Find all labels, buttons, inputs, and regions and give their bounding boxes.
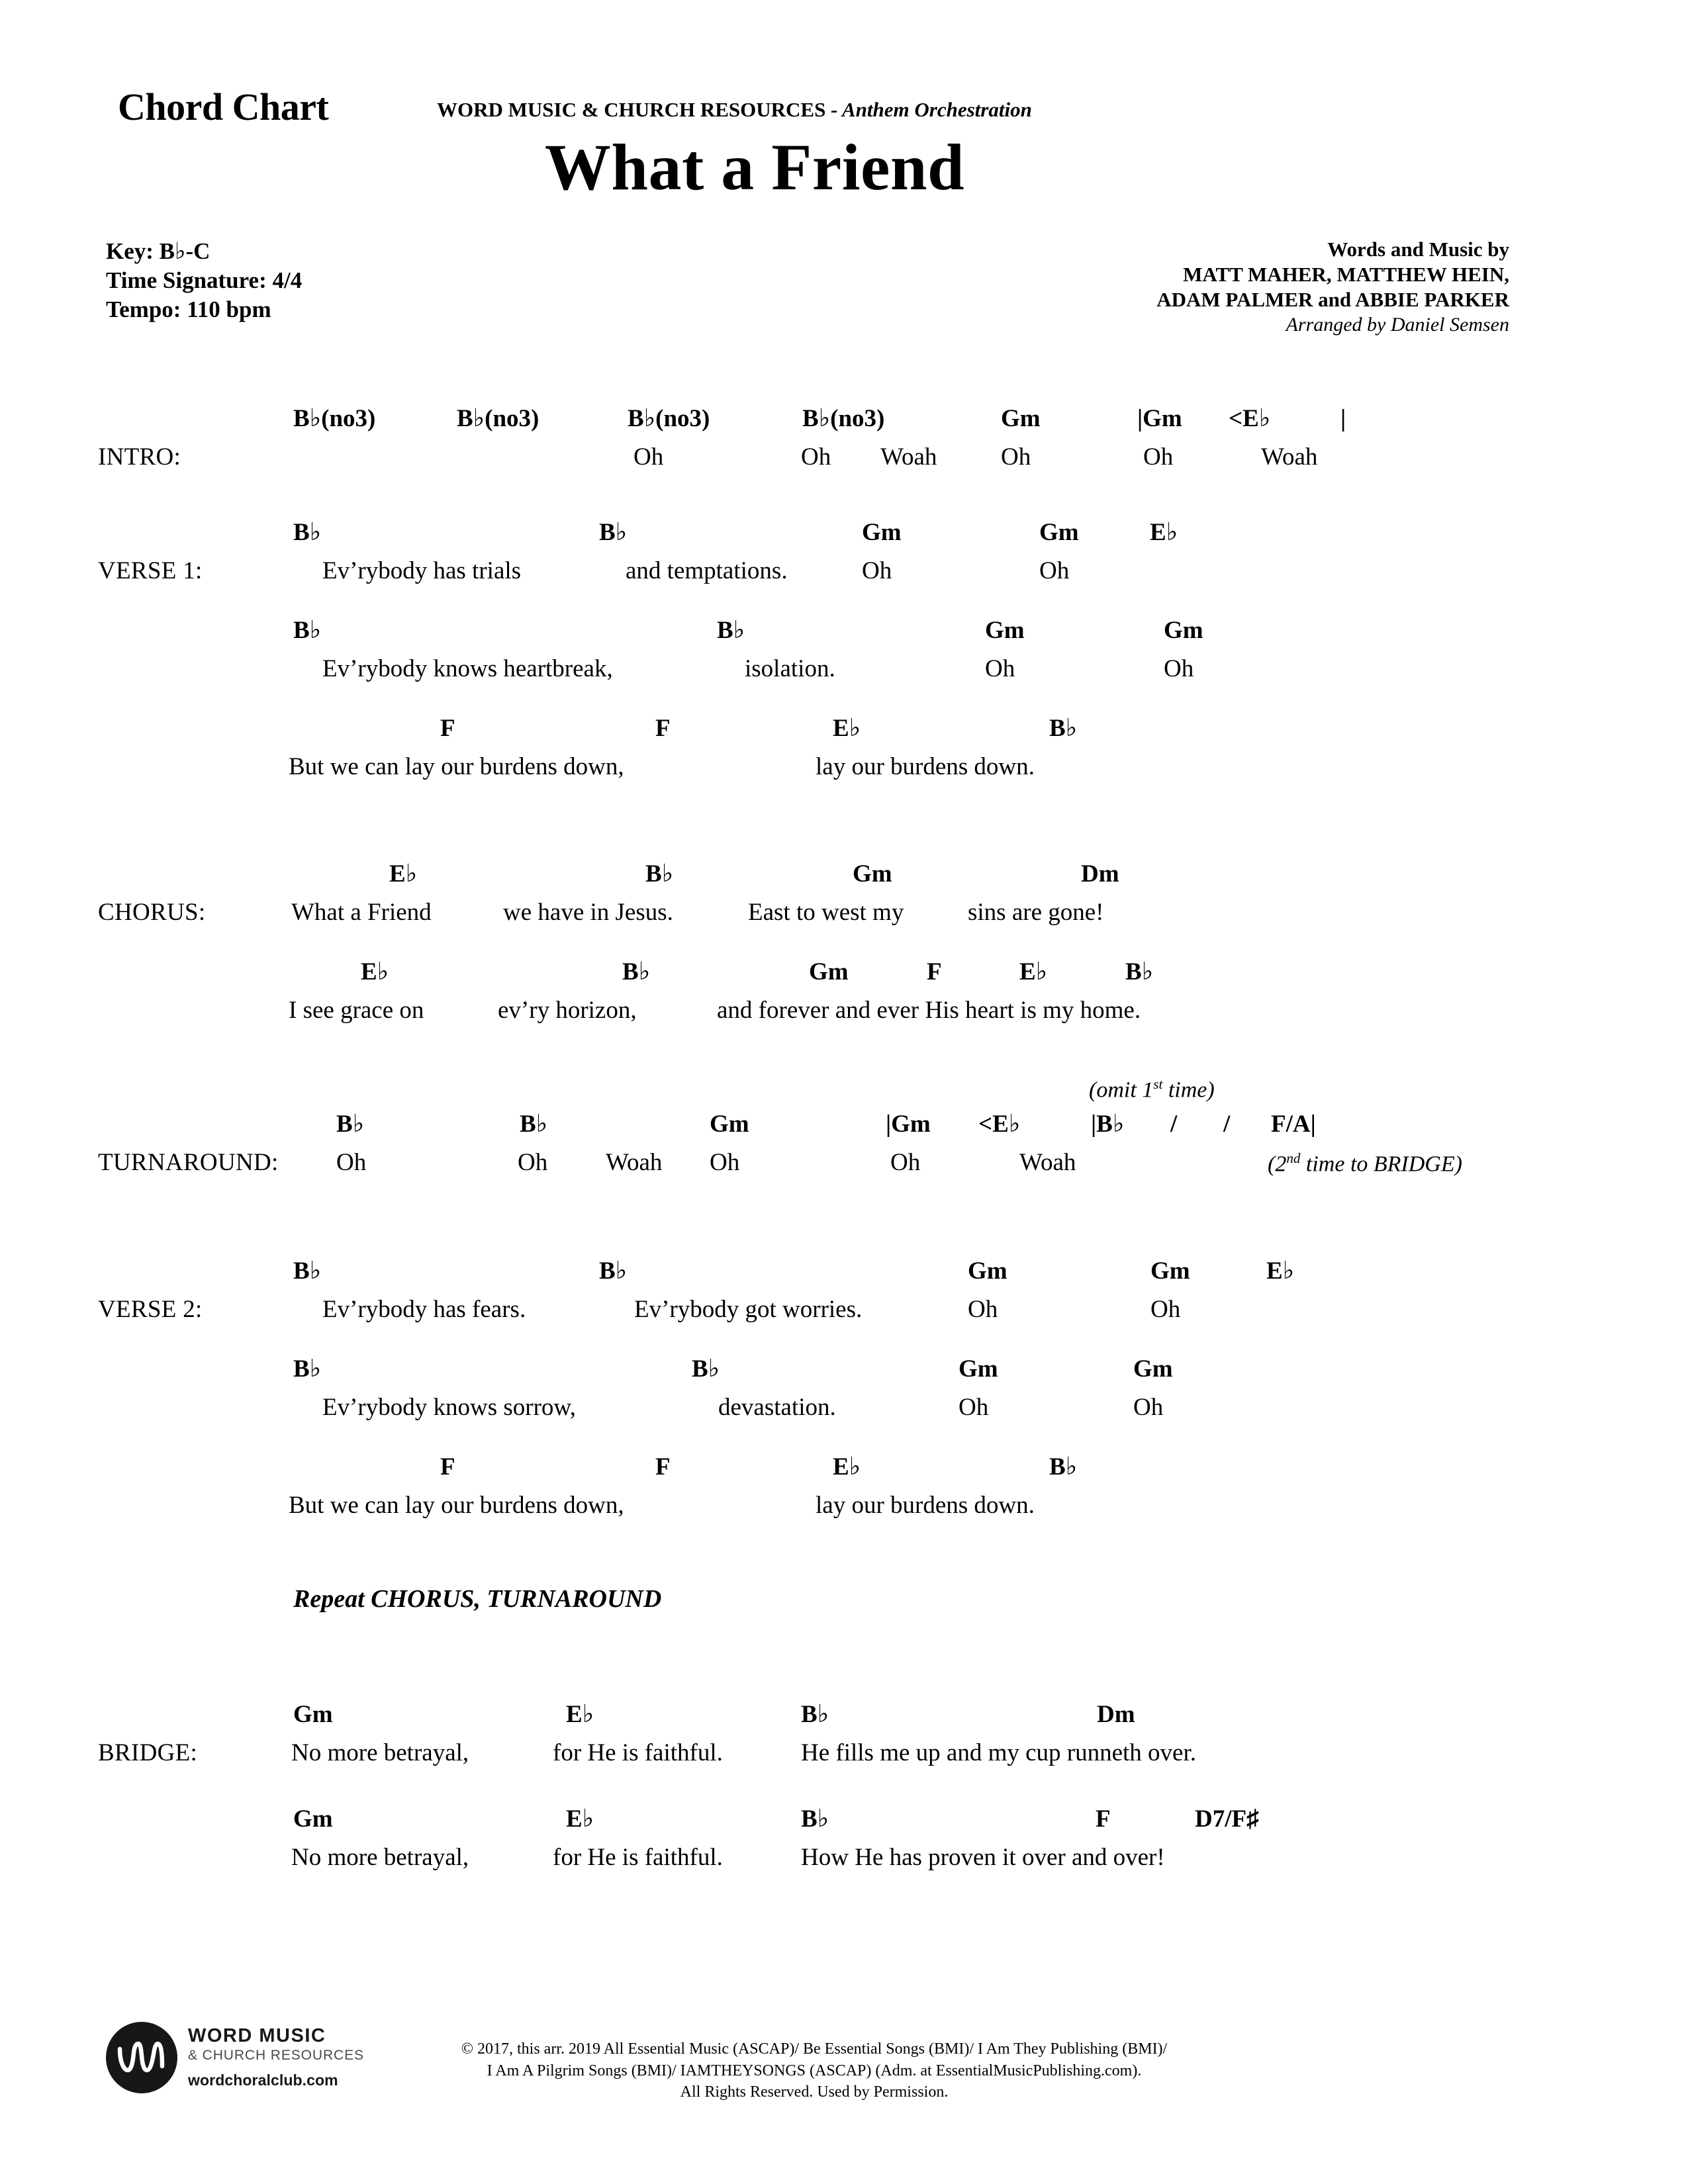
chord: Gm (1001, 405, 1041, 432)
chart-type-heading: Chord Chart (118, 85, 329, 128)
lyric: Woah (1019, 1149, 1076, 1176)
chord: B♭ (336, 1111, 365, 1138)
lyric-row (0, 1481, 1688, 1520)
lyric: Oh (968, 1296, 998, 1323)
section-bridge (0, 1693, 1688, 1872)
lyric-row (0, 433, 1688, 471)
chord-row (0, 511, 1688, 547)
chart-body (0, 397, 1688, 1872)
section-label-chorus: CHORUS: (98, 899, 206, 926)
lyric: What a Friend (291, 899, 432, 926)
lyric: devastation. (718, 1394, 836, 1421)
repeat-chorus-turnaround-note: Repeat CHORUS, TURNAROUND (293, 1585, 662, 1613)
lyric-row (0, 986, 1688, 1024)
slash-beat: / (1223, 1111, 1231, 1138)
lyric: lay our burdens down. (816, 753, 1035, 780)
chord: F (440, 1453, 455, 1480)
slash-beat: / (1170, 1111, 1178, 1138)
chord: F (440, 715, 455, 742)
chord: E♭ (833, 715, 861, 742)
section-verse-2 (0, 1250, 1688, 1575)
copyright-line-3: All Rights Reserved. Used by Permission. (680, 2083, 949, 2101)
chord: Dm (1081, 860, 1119, 887)
chord: |Gm (1137, 405, 1182, 432)
lyric: Woah (1261, 443, 1318, 471)
lyric-row (0, 888, 1688, 927)
chord: B♭ (1049, 715, 1078, 742)
song-metadata (106, 237, 302, 324)
repeat-row (0, 1575, 1688, 1614)
lyric: Oh (336, 1149, 367, 1176)
lyric: for He is faithful. (553, 1844, 723, 1871)
lyric: Oh (1039, 557, 1070, 584)
lyric: Oh (1164, 655, 1194, 682)
lyric: and temptations. (626, 557, 788, 584)
lyric: ev’ry horizon, (498, 997, 637, 1024)
lyric: Oh (518, 1149, 548, 1176)
repeat-instruction-block (0, 1575, 1688, 1693)
lyric: Oh (1133, 1394, 1164, 1421)
chord: F (655, 1453, 671, 1480)
chord: E♭ (361, 958, 389, 985)
chord: Gm (1150, 1257, 1190, 1285)
section-label-turnaround: TURNAROUND: (98, 1149, 279, 1176)
chord: Gm (985, 617, 1025, 644)
lyric: Ev’rybody knows heartbreak, (322, 655, 613, 682)
chord: E♭ (1150, 519, 1178, 546)
lyric-row (0, 1138, 1688, 1177)
copyright-line-1: © 2017, this arr. 2019 All Essential Music (ASCAP)/ Be Essential Songs (BMI)/ I Am They Publishing (BMI)/ (461, 2040, 1168, 2058)
chord: B♭ (1125, 958, 1154, 985)
omit-note-post: time) (1162, 1077, 1215, 1102)
logo-brand-sub: & CHURCH RESOURCES (188, 2048, 364, 2064)
chord-row (0, 1445, 1688, 1481)
credits-writers-line-1: MATT MAHER, MATTHEW HEIN, (1183, 262, 1509, 286)
chord: B♭ (645, 860, 674, 887)
chord-row (0, 1347, 1688, 1383)
credits-words-music-by: Words and Music by (1327, 238, 1509, 261)
section-turnaround (0, 1071, 1688, 1250)
chord: B♭ (717, 617, 745, 644)
chord-row (0, 1103, 1688, 1138)
chord: Gm (862, 519, 902, 546)
credits-writers-line-2: ADAM PALMER and ABBIE PARKER (1156, 287, 1509, 311)
chord: Gm (293, 1701, 333, 1728)
lyric-row (0, 743, 1688, 781)
annotation-row (0, 1071, 1688, 1103)
chord: B♭ (520, 1111, 548, 1138)
chord-row (0, 1693, 1688, 1729)
tempo-line: Tempo: 110 bpm (106, 296, 271, 323)
chord: B♭ (692, 1355, 720, 1383)
credits-arranger: Arranged by Daniel Semsen (1286, 314, 1509, 336)
publisher-series: - Anthem Orchestration (825, 98, 1032, 121)
chord: Gm (853, 860, 892, 887)
lyric: Ev’rybody has trials (322, 557, 522, 584)
section-label-intro: INTRO: (98, 443, 181, 471)
chord: B♭ (801, 1805, 829, 1833)
chord: B♭ (599, 519, 628, 546)
chord: E♭ (566, 1701, 594, 1728)
lyric: Ev’rybody got worries. (634, 1296, 863, 1323)
chord-row (0, 1797, 1688, 1833)
publisher-name: WORD MUSIC & CHURCH RESOURCES (437, 98, 826, 121)
lyric: How He has proven it over and over! (801, 1844, 1165, 1871)
chord-row (0, 609, 1688, 645)
credits-block (1156, 237, 1509, 338)
lyric-row (0, 645, 1688, 683)
logo-website-url: wordchoralclub.com (188, 2071, 338, 2089)
chord: Gm (1133, 1355, 1173, 1383)
lyric: Oh (862, 557, 892, 584)
chord: F (655, 715, 671, 742)
chord: Gm (293, 1805, 333, 1833)
lyric: Oh (801, 443, 831, 471)
chord: F/A| (1271, 1111, 1316, 1138)
chord: B♭ (801, 1701, 829, 1728)
section-label-bridge: BRIDGE: (98, 1739, 198, 1766)
lyric: Woah (606, 1149, 663, 1176)
time-signature-line: Time Signature: 4/4 (106, 267, 303, 294)
lyric: sins are gone! (968, 899, 1104, 926)
chord: Gm (959, 1355, 998, 1383)
bridge-note-ordinal: nd (1286, 1150, 1301, 1166)
lyric: Oh (985, 655, 1015, 682)
chord: B♭(no3) (802, 405, 885, 432)
chord: <E♭ (978, 1111, 1021, 1138)
section-chorus (0, 852, 1688, 1071)
lyric: He fills me up and my cup runneth over. (801, 1739, 1197, 1766)
section-intro (0, 397, 1688, 511)
lyric: lay our burdens down. (816, 1492, 1035, 1519)
lyric: Woah (880, 443, 937, 471)
chord: B♭ (293, 519, 322, 546)
lyric: But we can lay our burdens down, (289, 1492, 624, 1519)
chord: B♭ (293, 1257, 322, 1285)
copyright-block (424, 2038, 1205, 2103)
omit-note-pre: (omit 1 (1089, 1077, 1154, 1102)
chord: B♭(no3) (628, 405, 710, 432)
lyric: Oh (959, 1394, 989, 1421)
chord: <E♭ (1229, 405, 1271, 432)
chord: E♭ (833, 1453, 861, 1480)
barline: | (1340, 405, 1346, 432)
chord: B♭(no3) (293, 405, 376, 432)
chord-row (0, 707, 1688, 743)
chord: Dm (1097, 1701, 1135, 1728)
chord: E♭ (566, 1805, 594, 1833)
wm-monogram-icon (106, 2022, 177, 2093)
omit-note-ordinal: st (1153, 1075, 1163, 1092)
lyric: Oh (633, 443, 664, 471)
chord: Gm (1039, 519, 1079, 546)
lyric: isolation. (745, 655, 835, 682)
lyric-row (0, 1383, 1688, 1422)
omit-first-time-note (1089, 1076, 1215, 1103)
lyric: we have in Jesus. (503, 899, 673, 926)
lyric: East to west my (748, 899, 904, 926)
chord-row (0, 852, 1688, 888)
lyric: No more betrayal, (291, 1739, 469, 1766)
chord: E♭ (1266, 1257, 1295, 1285)
lyric: No more betrayal, (291, 1844, 469, 1871)
chord: Gm (968, 1257, 1008, 1285)
copyright-line-2: I Am A Pilgrim Songs (BMI)/ IAMTHEYSONGS (ASCAP) (Adm. at EssentialMusicPublishing.com). (487, 2062, 1142, 2079)
publisher-line (437, 98, 1032, 122)
chord: B♭ (1049, 1453, 1078, 1480)
lyric-row (0, 1833, 1688, 1872)
chord: Gm (710, 1111, 749, 1138)
lyric: Ev’rybody knows sorrow, (322, 1394, 576, 1421)
chord: Gm (1164, 617, 1203, 644)
bridge-note-post: time to BRIDGE) (1300, 1152, 1462, 1176)
lyric: and forever and ever His heart is my home. (717, 997, 1141, 1024)
chord: F (1096, 1805, 1111, 1833)
bridge-note-pre: (2 (1268, 1152, 1287, 1176)
section-label-verse-1: VERSE 1: (98, 557, 203, 584)
logo-wordmark (188, 2026, 364, 2089)
lyric: Oh (1001, 443, 1031, 471)
lyric-row (0, 1285, 1688, 1324)
lyric: for He is faithful. (553, 1739, 723, 1766)
song-title: What a Friend (544, 130, 965, 204)
chord: E♭ (1019, 958, 1048, 985)
chord: Gm (809, 958, 849, 985)
section-label-verse-2: VERSE 2: (98, 1296, 203, 1323)
lyric: Ev’rybody has fears. (322, 1296, 526, 1323)
key-line: Key: B♭-C (106, 238, 211, 264)
chord: B♭ (293, 617, 322, 644)
logo-brand-name: WORD MUSIC (188, 2025, 326, 2047)
lyric: But we can lay our burdens down, (289, 753, 624, 780)
chord: B♭(no3) (457, 405, 539, 432)
lyric: Oh (1150, 1296, 1181, 1323)
lyric-row (0, 1729, 1688, 1767)
chord: D7/F♯ (1195, 1805, 1259, 1833)
second-time-to-bridge-note (1268, 1150, 1462, 1177)
lyric: Oh (1143, 443, 1174, 471)
lyric-row (0, 547, 1688, 585)
chord: B♭ (622, 958, 651, 985)
chord: |Gm (886, 1111, 931, 1138)
chord-row (0, 950, 1688, 986)
section-verse-1 (0, 511, 1688, 852)
chord-row (0, 1250, 1688, 1285)
chord-row (0, 397, 1688, 433)
chord: |B♭ (1091, 1111, 1125, 1138)
chord: B♭ (293, 1355, 322, 1383)
word-music-logo (106, 2022, 364, 2093)
chord: B♭ (599, 1257, 628, 1285)
lyric: I see grace on (289, 997, 424, 1024)
chord: F (927, 958, 942, 985)
lyric: Oh (890, 1149, 921, 1176)
chord: E♭ (389, 860, 418, 887)
lyric: Oh (710, 1149, 740, 1176)
